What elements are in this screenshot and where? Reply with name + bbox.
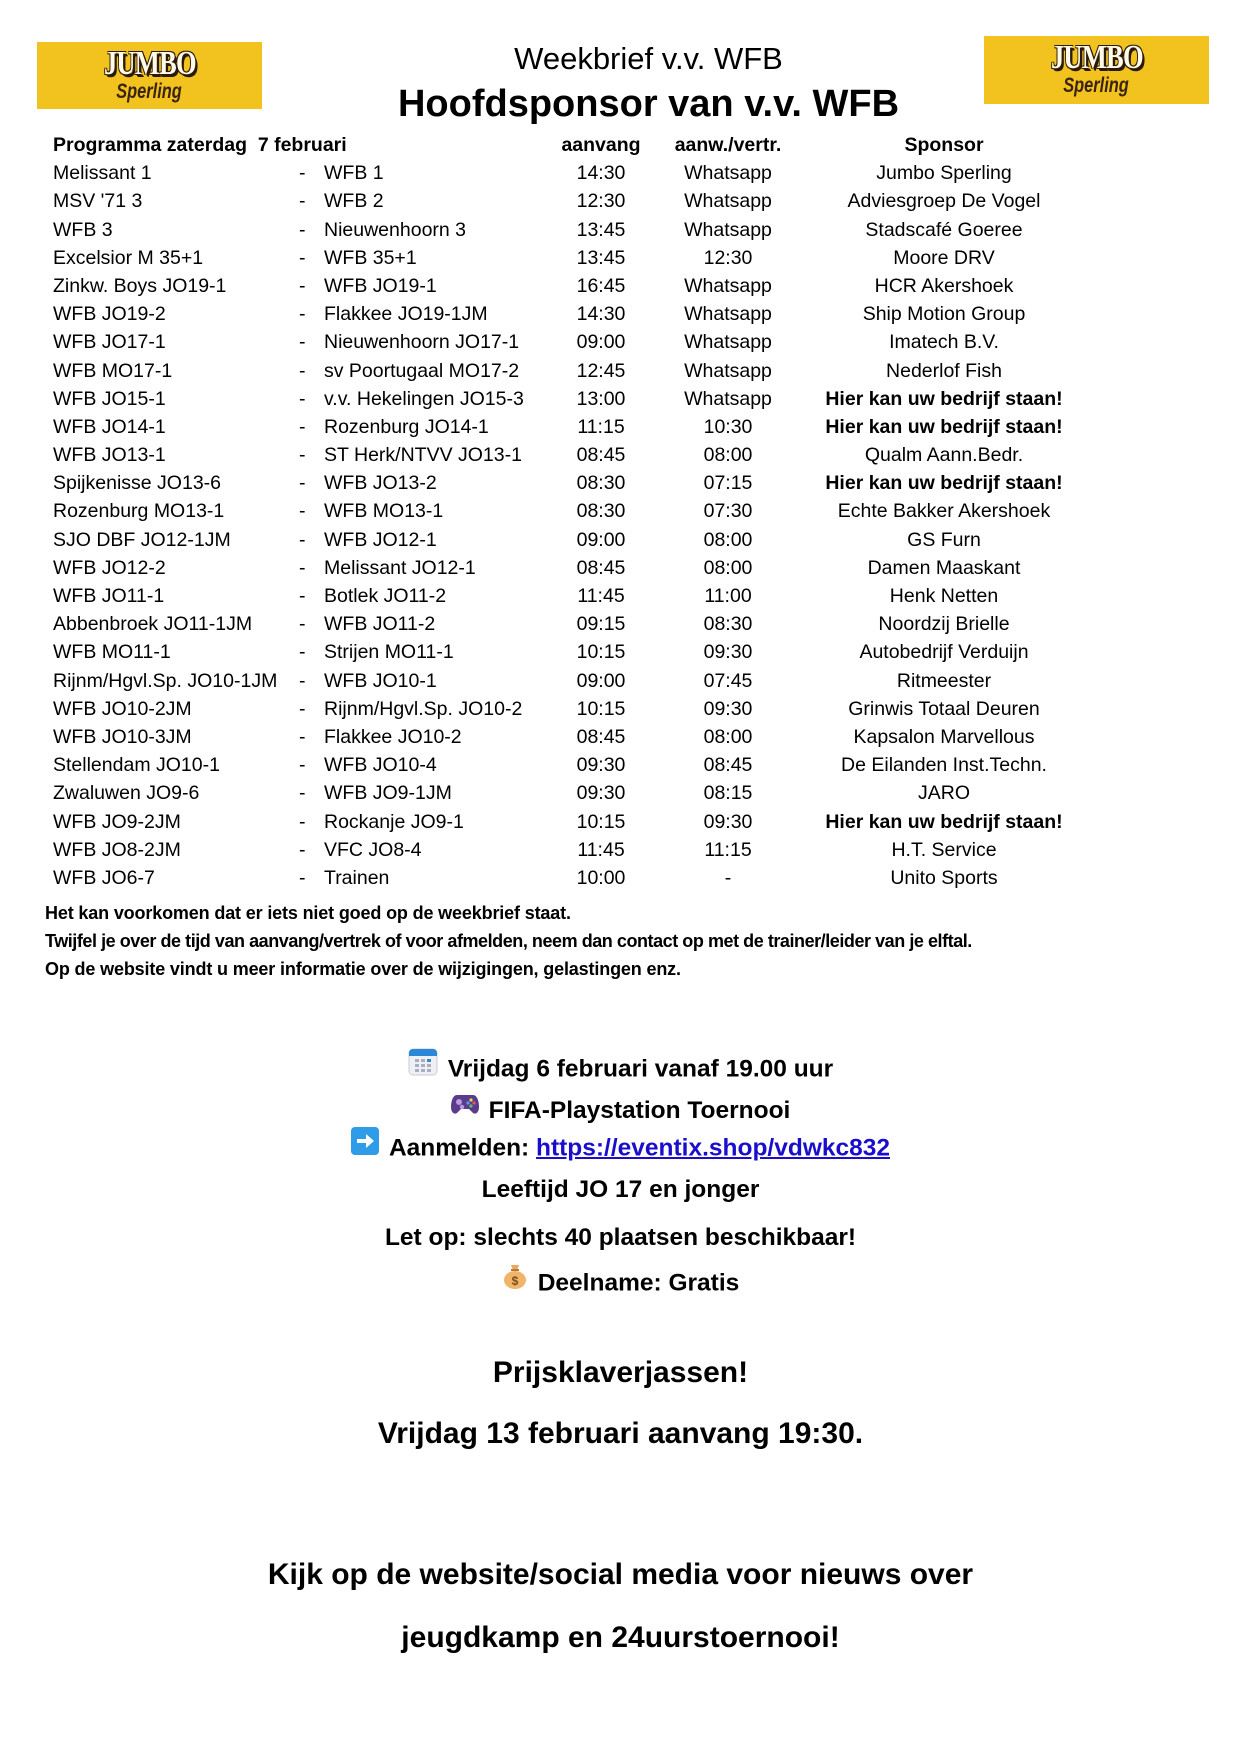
separator: - (299, 246, 306, 269)
footer-message-line2: jeugdkamp en 24uurstoernooi! (401, 1621, 840, 1654)
home-team: WFB JO19-2 (53, 303, 166, 326)
home-team: WFB JO8-2JM (53, 838, 181, 861)
meet-time: 08:15 (703, 782, 753, 805)
start-time: 11:15 (577, 415, 625, 438)
table-body (0, 159, 1241, 892)
column-header-sponsor: Sponsor (904, 134, 984, 156)
event-fee-text: Deelname: Gratis (537, 1269, 740, 1297)
svg-text:$: $ (511, 1274, 519, 1288)
separator: - (299, 303, 306, 326)
table-row (0, 328, 1241, 356)
separator: - (299, 641, 306, 664)
table-row (0, 751, 1241, 779)
table-row (0, 779, 1241, 807)
meet-time: Whatsapp (684, 190, 772, 213)
home-team: WFB 3 (53, 218, 113, 241)
sponsor-name: Hier kan uw bedrijf staan! (825, 810, 1063, 833)
away-team: Rijnm/Hgvl.Sp. JO10-2 (324, 697, 523, 720)
start-time: 14:30 (576, 162, 626, 185)
start-time: 11:45 (577, 585, 625, 607)
start-time: 13:45 (576, 246, 626, 269)
meet-time: - (724, 866, 732, 889)
start-time: 12:30 (576, 190, 626, 213)
sponsor-name: Hier kan uw bedrijf staan! (825, 387, 1063, 410)
separator: - (299, 444, 306, 467)
away-team: Strijen MO11-1 (324, 641, 454, 664)
meet-time: 11:00 (704, 585, 752, 607)
table-row (0, 582, 1241, 610)
sponsor-name: H.T. Service (891, 838, 997, 861)
home-team: MSV '71 3 (53, 190, 143, 213)
sponsor-name: Henk Netten (889, 585, 999, 607)
separator: - (299, 585, 306, 607)
logo-brand-text: JUMBO (1050, 39, 1143, 76)
home-team: Melissant 1 (53, 162, 152, 185)
logo-brand-text: JUMBO (103, 44, 196, 82)
sponsor-name: Nederlof Fish (886, 359, 1002, 382)
home-team: WFB JO6-7 (53, 866, 155, 889)
away-team: VFC JO8-4 (324, 838, 422, 861)
home-team: Abbenbroek JO11-1JM (53, 613, 253, 636)
separator: - (299, 838, 306, 861)
arrow-right-icon (351, 1127, 379, 1165)
table-row (0, 526, 1241, 554)
event-name-line (0, 1094, 1241, 1129)
sponsor-name: Moore DRV (893, 246, 995, 269)
home-team: SJO DBF JO12-1JM (53, 528, 231, 551)
meet-time: 08:45 (703, 754, 753, 777)
note-line: Het kan voorkomen dat er iets niet goed op de weekbrief staat. (45, 903, 571, 923)
away-team: WFB 35+1 (324, 246, 417, 269)
table-header-row (0, 131, 1241, 159)
start-time: 09:15 (576, 613, 626, 636)
meet-time: Whatsapp (684, 303, 772, 326)
separator: - (299, 387, 306, 410)
meet-time: 07:30 (703, 500, 753, 523)
start-time: 08:30 (576, 500, 626, 523)
table-row (0, 667, 1241, 695)
table-row (0, 554, 1241, 582)
money-bag-icon (502, 1263, 528, 1299)
home-team: Stellendam JO10-1 (53, 754, 220, 777)
sponsor-name: Stadscafé Goeree (865, 218, 1023, 241)
signup-link[interactable]: https://eventix.shop/vdwkc832 (536, 1134, 891, 1162)
game-controller-icon (451, 1092, 479, 1126)
match-program-table (0, 131, 1241, 892)
table-row (0, 864, 1241, 892)
start-time: 11:45 (577, 838, 625, 861)
page-title: Weekbrief v.v. WFB (514, 41, 783, 76)
meet-time: Whatsapp (684, 162, 772, 185)
meet-time: 11:15 (704, 838, 752, 861)
table-row (0, 300, 1241, 328)
table-row (0, 216, 1241, 244)
home-team: Rozenburg MO13-1 (53, 500, 225, 523)
meet-time: 10:30 (703, 415, 753, 438)
meet-time: 07:15 (703, 472, 753, 495)
home-team: WFB JO15-1 (53, 387, 166, 410)
table-row (0, 610, 1241, 638)
event-name-text: FIFA-Playstation Toernooi (488, 1097, 791, 1124)
start-time: 09:00 (576, 528, 626, 551)
meet-time: 09:30 (703, 697, 753, 720)
sponsor-name: JARO (917, 782, 970, 805)
disclaimer-notes (45, 899, 1205, 983)
meet-time: Whatsapp (684, 274, 772, 297)
meet-time: 09:30 (703, 641, 753, 664)
away-team: Rozenburg JO14-1 (324, 415, 489, 438)
klaverjassen-date: Vrijdag 13 februari aanvang 19:30. (377, 1417, 864, 1450)
program-title: Programma zaterdag 7 februari (53, 134, 347, 156)
separator: - (299, 274, 306, 297)
separator: - (299, 810, 306, 833)
separator: - (299, 190, 306, 213)
separator: - (299, 500, 306, 523)
sponsor-name: Ship Motion Group (862, 303, 1026, 326)
separator: - (299, 613, 306, 636)
start-time: 10:15 (576, 641, 626, 664)
meet-time: 09:30 (703, 810, 753, 833)
away-team: WFB JO10-1 (324, 669, 437, 692)
away-team: v.v. Hekelingen JO15-3 (324, 387, 524, 410)
separator: - (299, 162, 306, 185)
sponsor-name: Hier kan uw bedrijf staan! (825, 415, 1063, 438)
meet-time: 08:00 (703, 444, 753, 467)
start-time: 13:45 (576, 218, 626, 241)
sponsor-name: Autobedrijf Verduijn (859, 641, 1029, 664)
home-team: WFB JO13-1 (53, 444, 166, 467)
sponsor-name: Kapsalon Marvellous (853, 725, 1035, 748)
home-team: WFB JO14-1 (53, 415, 166, 438)
away-team: Botlek JO11-2 (324, 585, 447, 607)
table-row (0, 272, 1241, 300)
away-team: ST Herk/NTVV JO13-1 (324, 444, 522, 467)
note-line: Op de website vindt u meer informatie over de wijzigingen, gelastingen enz. (45, 959, 681, 979)
meet-time: 08:30 (703, 613, 753, 636)
meet-time: Whatsapp (684, 218, 772, 241)
meet-time: 08:00 (703, 528, 753, 551)
away-team: Flakkee JO19-1JM (324, 303, 488, 326)
meet-time: Whatsapp (684, 359, 772, 382)
away-team: Flakkee JO10-2 (324, 725, 462, 748)
start-time: 09:00 (576, 669, 626, 692)
table-row (0, 357, 1241, 385)
start-time: 09:30 (576, 754, 626, 777)
meet-time: Whatsapp (684, 387, 772, 410)
separator: - (299, 669, 306, 692)
separator: - (299, 782, 306, 805)
start-time: 10:15 (576, 810, 626, 833)
start-time: 08:45 (576, 725, 626, 748)
away-team: sv Poortugaal MO17-2 (324, 359, 520, 382)
separator: - (299, 472, 306, 495)
start-time: 08:30 (576, 472, 626, 495)
home-team: WFB JO10-2JM (53, 697, 192, 720)
table-row (0, 413, 1241, 441)
start-time: 12:45 (576, 359, 626, 382)
event-date-line (0, 1051, 1241, 1089)
away-team: Trainen (324, 866, 390, 889)
logo-sub-text: Sperling (1063, 74, 1130, 97)
meet-time: 08:00 (703, 725, 753, 748)
separator: - (299, 725, 306, 748)
home-team: WFB JO12-2 (53, 556, 166, 579)
sponsor-name: Grinwis Totaal Deuren (848, 697, 1040, 720)
table-row (0, 244, 1241, 272)
home-team: WFB JO11-1 (53, 585, 165, 607)
table-row (0, 808, 1241, 836)
sponsor-name: Echte Bakker Akershoek (837, 500, 1051, 523)
home-team: Spijkenisse JO13-6 (53, 472, 221, 495)
separator: - (299, 556, 306, 579)
home-team: WFB MO17-1 (53, 359, 173, 382)
start-time: 16:45 (576, 274, 626, 297)
away-team: WFB JO9-1JM (324, 782, 452, 805)
sponsor-name: HCR Akershoek (874, 274, 1014, 297)
signup-label: Aanmelden: (388, 1134, 537, 1162)
home-team: Zwaluwen JO9-6 (53, 782, 200, 805)
start-time: 08:45 (576, 444, 626, 467)
start-time: 09:00 (576, 331, 626, 354)
footer-message-line1: Kijk op de website/social media voor nieuws over (267, 1558, 974, 1591)
table-row (0, 187, 1241, 215)
calendar-icon (408, 1048, 438, 1086)
start-time: 10:15 (576, 697, 626, 720)
table-row (0, 441, 1241, 469)
start-time: 09:30 (576, 782, 626, 805)
table-row (0, 723, 1241, 751)
away-team: WFB JO12-1 (324, 528, 437, 551)
separator: - (299, 359, 306, 382)
event-date-text: Vrijdag 6 februari vanaf 19.00 uur (447, 1055, 834, 1083)
table-row (0, 695, 1241, 723)
sponsor-name: GS Furn (907, 528, 981, 551)
home-team: WFB JO9-2JM (53, 810, 181, 833)
start-time: 13:00 (576, 387, 626, 410)
event-signup-line (0, 1130, 1241, 1168)
event-capacity-line: Let op: slechts 40 plaatsen beschikbaar! (384, 1224, 857, 1251)
sponsor-name: Damen Maaskant (867, 556, 1021, 579)
sponsor-name: Qualm Aann.Bedr. (864, 444, 1024, 467)
away-team: WFB JO19-1 (324, 274, 437, 297)
event-fee-line (0, 1266, 1241, 1302)
page-subtitle: Hoofdsponsor van v.v. WFB (397, 83, 900, 125)
home-team: Excelsior M 35+1 (53, 246, 204, 269)
table-row (0, 469, 1241, 497)
column-header-meet: aanw./vertr. (674, 134, 782, 156)
home-team: WFB MO11-1 (53, 641, 171, 664)
meet-time: 08:00 (703, 556, 753, 579)
separator: - (299, 866, 306, 889)
away-team: Nieuwenhoorn JO17-1 (324, 331, 520, 354)
away-team: WFB 2 (324, 190, 384, 213)
away-team: WFB JO11-2 (324, 613, 436, 636)
home-team: WFB JO10-3JM (53, 725, 192, 748)
table-row (0, 836, 1241, 864)
column-header-start: aanvang (561, 134, 641, 156)
meet-time: 12:30 (703, 246, 753, 269)
away-team: WFB JO13-2 (324, 472, 437, 495)
sponsor-name: Adviesgroep De Vogel (847, 190, 1041, 213)
away-team: WFB 1 (324, 162, 384, 185)
home-team: Zinkw. Boys JO19-1 (53, 274, 227, 297)
home-team: Rijnm/Hgvl.Sp. JO10-1JM (53, 669, 278, 692)
sponsor-name: Imatech B.V. (889, 331, 999, 354)
sponsor-name: Unito Sports (890, 866, 998, 889)
away-team: WFB JO10-4 (324, 754, 437, 777)
start-time: 08:45 (576, 556, 626, 579)
table-row (0, 159, 1241, 187)
table-row (0, 638, 1241, 666)
start-time: 10:00 (576, 866, 626, 889)
table-row (0, 385, 1241, 413)
sponsor-name: Noordzij Brielle (878, 613, 1010, 636)
meet-time: Whatsapp (684, 331, 772, 354)
sponsor-name: De Eilanden Inst.Techn. (841, 754, 1047, 777)
start-time: 14:30 (576, 303, 626, 326)
sponsor-name: Ritmeester (896, 669, 992, 692)
table-row (0, 497, 1241, 525)
note-line: Twijfel je over de tijd van aanvang/vertrek of voor afmelden, neem dan contact op met de trainer/leider van je elftal. (45, 931, 972, 951)
separator: - (299, 528, 306, 551)
sponsor-name: Hier kan uw bedrijf staan! (825, 472, 1063, 495)
event-age-line: Leeftijd JO 17 en jonger (481, 1176, 760, 1203)
separator: - (299, 218, 306, 241)
away-team: Melissant JO12-1 (324, 556, 476, 579)
sponsor-name: Jumbo Sperling (876, 162, 1012, 185)
away-team: Nieuwenhoorn 3 (324, 218, 467, 241)
away-team: WFB MO13-1 (324, 500, 444, 523)
separator: - (299, 331, 306, 354)
klaverjassen-title: Prijsklaverjassen! (492, 1356, 749, 1389)
home-team: WFB JO17-1 (53, 331, 166, 354)
separator: - (299, 415, 306, 438)
meet-time: 07:45 (703, 669, 753, 692)
away-team: Rockanje JO9-1 (324, 810, 464, 833)
separator: - (299, 754, 306, 777)
logo-sub-text: Sperling (116, 79, 183, 103)
separator: - (299, 697, 306, 720)
